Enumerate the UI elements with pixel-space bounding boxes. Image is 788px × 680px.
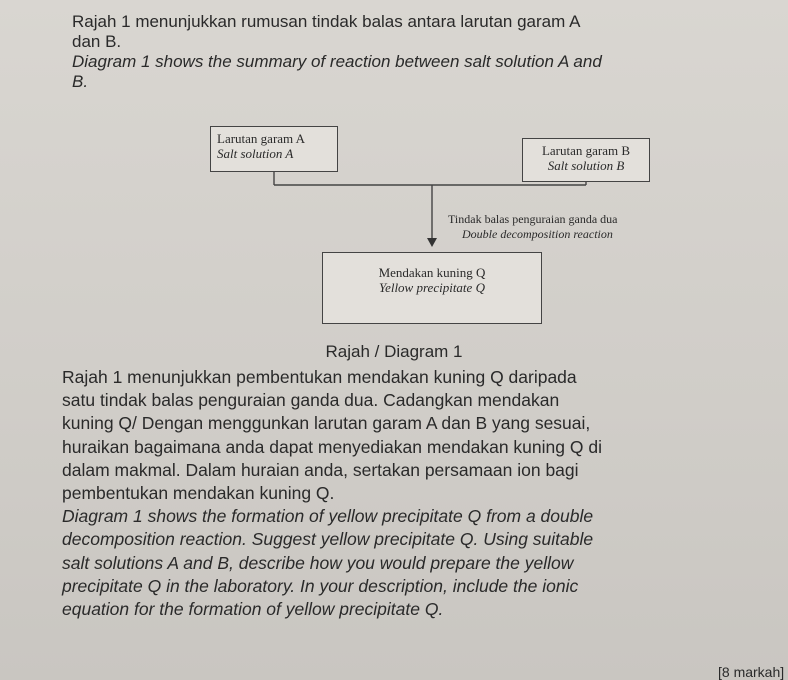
marks-label: [8 markah] xyxy=(718,664,785,680)
box-salt-solution-b xyxy=(522,138,650,182)
intro-malay-line-2: dan B. xyxy=(72,32,122,51)
question-malay-line: dalam makmal. Dalam huraian anda, sertakan persamaan ion bagi xyxy=(62,459,579,480)
intro-malay-line-1: Rajah 1 menunjukkan rumusan tindak balas antara larutan garam A xyxy=(72,12,581,31)
box-q-english: Yellow precipitate Q xyxy=(379,280,485,295)
intro-english-line-1: Diagram 1 shows the summary of reaction between salt solution A and xyxy=(72,52,602,71)
question-malay-line: Rajah 1 menunjukkan pembentukan mendakan kuning Q daripada xyxy=(62,367,577,387)
question-text xyxy=(62,366,774,621)
question-english-line: equation for the formation of yellow precipitate Q. xyxy=(62,599,444,620)
question-malay-line: pembentukan mendakan kuning Q. xyxy=(62,483,335,504)
box-q-malay: Mendakan kuning Q xyxy=(378,265,486,280)
reaction-english: Double decomposition reaction xyxy=(462,227,613,241)
question-english-line: Diagram 1 shows the formation of yellow precipitate Q from a double xyxy=(62,506,594,527)
question-malay-line: kuning Q/ Dengan menggunkan larutan garam A dan B yang sesuai, xyxy=(62,413,591,434)
diagram-caption: Rajah / Diagram 1 xyxy=(325,342,463,361)
box-a-english: Salt solution A xyxy=(217,146,294,161)
question-malay-line: huraikan bagaimana anda dapat menyediakan mendakan kuning Q di xyxy=(62,436,602,457)
question-malay-line: satu tindak balas penguraian ganda dua. Cadangkan mendakan xyxy=(62,390,560,411)
question-english-line: decomposition reaction. Suggest yellow precipitate Q. Using suitable xyxy=(62,529,594,550)
question-english-line: salt solutions A and B, describe how you would prepare the yellow xyxy=(62,552,574,573)
arrow-head-icon xyxy=(427,238,437,247)
intro-english-line-2: B. xyxy=(72,72,89,91)
question-english-line: precipitate Q in the laboratory. In your description, include the ionic xyxy=(62,575,579,596)
box-b-english: Salt solution B xyxy=(547,158,625,173)
box-salt-solution-a xyxy=(210,126,338,172)
box-b-malay: Larutan garam B xyxy=(541,143,631,158)
reaction-label xyxy=(448,212,618,242)
box-yellow-precipitate-q xyxy=(322,252,542,324)
box-a-malay: Larutan garam A xyxy=(217,131,306,146)
reaction-malay: Tindak balas penguraian ganda dua xyxy=(448,212,618,226)
